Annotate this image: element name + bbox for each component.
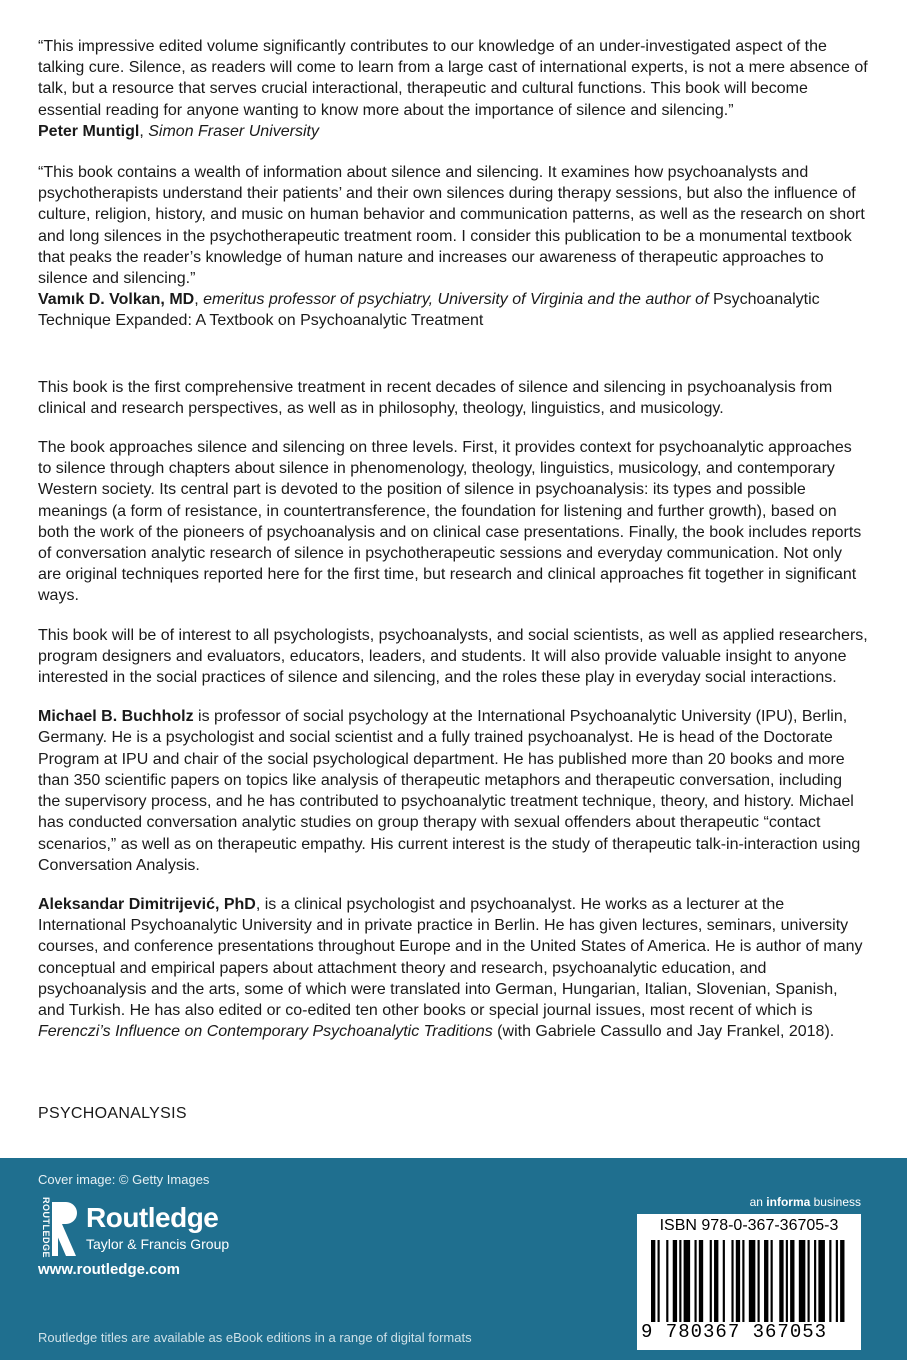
barcode-bar xyxy=(694,1240,696,1322)
barcode-bars xyxy=(651,1240,851,1322)
barcode-bar xyxy=(764,1240,768,1322)
publisher-footer xyxy=(0,1158,907,1360)
publisher-name: Routledge xyxy=(86,1202,219,1233)
isbn-number: ISBN 978-0-367-36705-3 xyxy=(659,1217,839,1234)
subject-category: PSYCHOANALYSIS xyxy=(38,1105,187,1122)
review-1-affiliation: Simon Fraser University xyxy=(148,122,319,140)
informa-prefix: an xyxy=(749,1195,767,1209)
barcode-bar xyxy=(731,1240,733,1322)
informa-suffix: business xyxy=(810,1195,861,1209)
barcode-bar xyxy=(836,1240,838,1322)
author-bio-2 xyxy=(38,894,868,1042)
publisher-group: Taylor & Francis Group xyxy=(86,1236,230,1252)
review-2-affiliation: emeritus professor of psychiatry, University of Virginia and the author of xyxy=(203,291,709,309)
barcode-bar xyxy=(829,1240,831,1322)
review-1 xyxy=(38,36,868,142)
barcode-bar xyxy=(749,1240,756,1322)
barcode-bar xyxy=(790,1240,794,1322)
review-2-name: Vamık D. Volkan, MD xyxy=(38,291,195,309)
barcode-bar xyxy=(658,1240,660,1322)
review-1-quote: “This impressive edited volume significantly contributes to our knowledge of an under-investigated aspect of the talking cure. Silence, as readers will come to learn from a large cast of international experts, is not a mere absence of talk, but a resource that serves crucial interactional, therapeutic and cultural functions. This book will become essential reading for anyone wanting to know more about the importance of silence and silencing.” xyxy=(38,38,868,119)
back-cover-text xyxy=(38,36,868,1042)
barcode-bar xyxy=(808,1240,810,1322)
barcode-bar xyxy=(814,1240,816,1322)
routledge-vertical-label: ROUTLEDGE xyxy=(41,1197,51,1259)
author-2-bio: , is a clinical psychologist and psychoanalyst. He works as a lecturer at the International Psychoanalytic University and in private practice in Berlin. He has given lectures, seminars, university courses, and conference presentations throughout Europe and in the United States of America. He is author of many conceptual and empirical papers about attachment theory and research, psychoanalytic education, and psychoanalysis and the arts, some of which were translated into German, Hungarian, Italian, Slovenian, Spanish, and Turkish. He has also edited or co-edited ten other books or special journal issues, most recent of which is xyxy=(38,895,863,1019)
author-1-name: Michael B. Buchholz xyxy=(38,708,194,726)
barcode-bar xyxy=(742,1240,744,1322)
review-2-separator: , xyxy=(194,291,204,309)
barcode-bar xyxy=(666,1240,668,1322)
review-2-book: Psychoanalytic Technique Expanded: A Textbook on Psychoanalytic Treatment xyxy=(38,291,820,330)
barcode-bar xyxy=(723,1240,725,1322)
review-1-separator: , xyxy=(139,122,149,140)
barcode-bar xyxy=(840,1240,844,1322)
barcode-bar xyxy=(699,1240,703,1322)
author-bio-1 xyxy=(38,706,868,876)
description-paragraph-3: This book will be of interest to all psychologists, psychoanalysts, and social scientists, as well as applied researchers, program designers and evaluators, educators, leaders, and students. It will also provide valuable insight to anyone interested in the social practices of silence and silencing, and the roles these play in everyday social interactions. xyxy=(38,626,868,687)
publisher-website: www.routledge.com xyxy=(38,1261,180,1278)
description-paragraph-1: This book is the first comprehensive treatment in recent decades of silence and silencing in psychoanalysis from clinical and research perspectives, as well as in philosophy, theology, linguistics, and musicology. xyxy=(38,378,833,417)
barcode-bar xyxy=(736,1240,740,1322)
description-paragraph-2: The book approaches silence and silencing on three levels. First, it provides context for psychoanalytic approaches to silence through chapters about silence in phenomenology, theology, linguistics, musicology, and contemporary Western society. Its central part is devoted to the position of silence in psychoanalysis: its types and possible meanings (a form of resistance, in countertransference, the foundation for listening and further growth), based on both the work of the pioneers of psychoanalysis and on clinical case presentations. Finally, the book includes reports of conversation analytic research of silence in psychotherapeutic sessions and everyday communication. Not only are original techniques reported here for the first time, but research and clinical approaches fit together in significant ways. xyxy=(38,439,862,605)
barcode-bar xyxy=(786,1240,788,1322)
barcode-bar xyxy=(710,1240,712,1322)
review-1-name: Peter Muntigl xyxy=(38,122,140,140)
informa-name: informa xyxy=(766,1195,811,1209)
ebook-note: Routledge titles are available as eBook editions in a range of digital formats xyxy=(38,1330,472,1345)
author-1-bio: is professor of social psychology at the International Psychoanalytic University (IPU), Berlin, Germany. He is a psychologist and social scientist and a fully trained psychoanalyst. He is head of the Doctorate Program at IPU and chair of the social psychological department. He has published more than 20 books and more than 350 scientific papers on topics like analysis of therapeutic metaphors and therapeutic conversation, including the supervisory process, and he has contributed to psychoanalytic treatment technique, theory, and history. Michael has conducted conversation analytic studies on group therapy with sexual offenders about therapeutic “contact scenarios,” as well as on therapeutic empathy. His current interest is the study of therapeutic talk-in-interaction using Conversation Analysis. xyxy=(38,708,861,874)
author-2-name: Aleksandar Dimitrijević, PhD xyxy=(38,895,256,913)
barcode-bar xyxy=(779,1240,783,1322)
author-2-bio-end: (with Gabriele Cassullo and Jay Frankel, 2018). xyxy=(492,1023,835,1041)
barcode-bar xyxy=(758,1240,760,1322)
barcode-bar xyxy=(651,1240,655,1322)
barcode-bar xyxy=(818,1240,825,1322)
author-2-book: Ferenczi’s Influence on Contemporary Psychoanalytic Traditions xyxy=(38,1023,493,1041)
barcode-bar xyxy=(771,1240,773,1322)
barcode-bar xyxy=(673,1240,677,1322)
barcode-bar xyxy=(799,1240,806,1322)
routledge-logo xyxy=(38,1197,248,1260)
review-2 xyxy=(38,162,868,332)
cover-credit: Cover image: © Getty Images xyxy=(38,1172,210,1187)
isbn-barcode xyxy=(637,1214,861,1350)
barcode-bar xyxy=(714,1240,718,1322)
barcode-bar xyxy=(679,1240,681,1322)
barcode-bar xyxy=(684,1240,691,1322)
informa-tagline xyxy=(750,1195,861,1209)
barcode-digits: 9 780367 367053 xyxy=(641,1321,828,1343)
review-2-quote: “This book contains a wealth of information about silence and silencing. It examines how psychoanalysts and psychotherapists understand their patients’ and their own silences during therapy sessions, but also the influence of culture, religion, history, and music on human behavior and communication patterns, as well as the research on short and long silences in the psychotherapeutic treatment room. I consider this publication to be a monumental textbook that peaks the reader’s knowledge of human nature and increases our awareness of therapeutic approaches to silence and silencing.” xyxy=(38,164,865,288)
